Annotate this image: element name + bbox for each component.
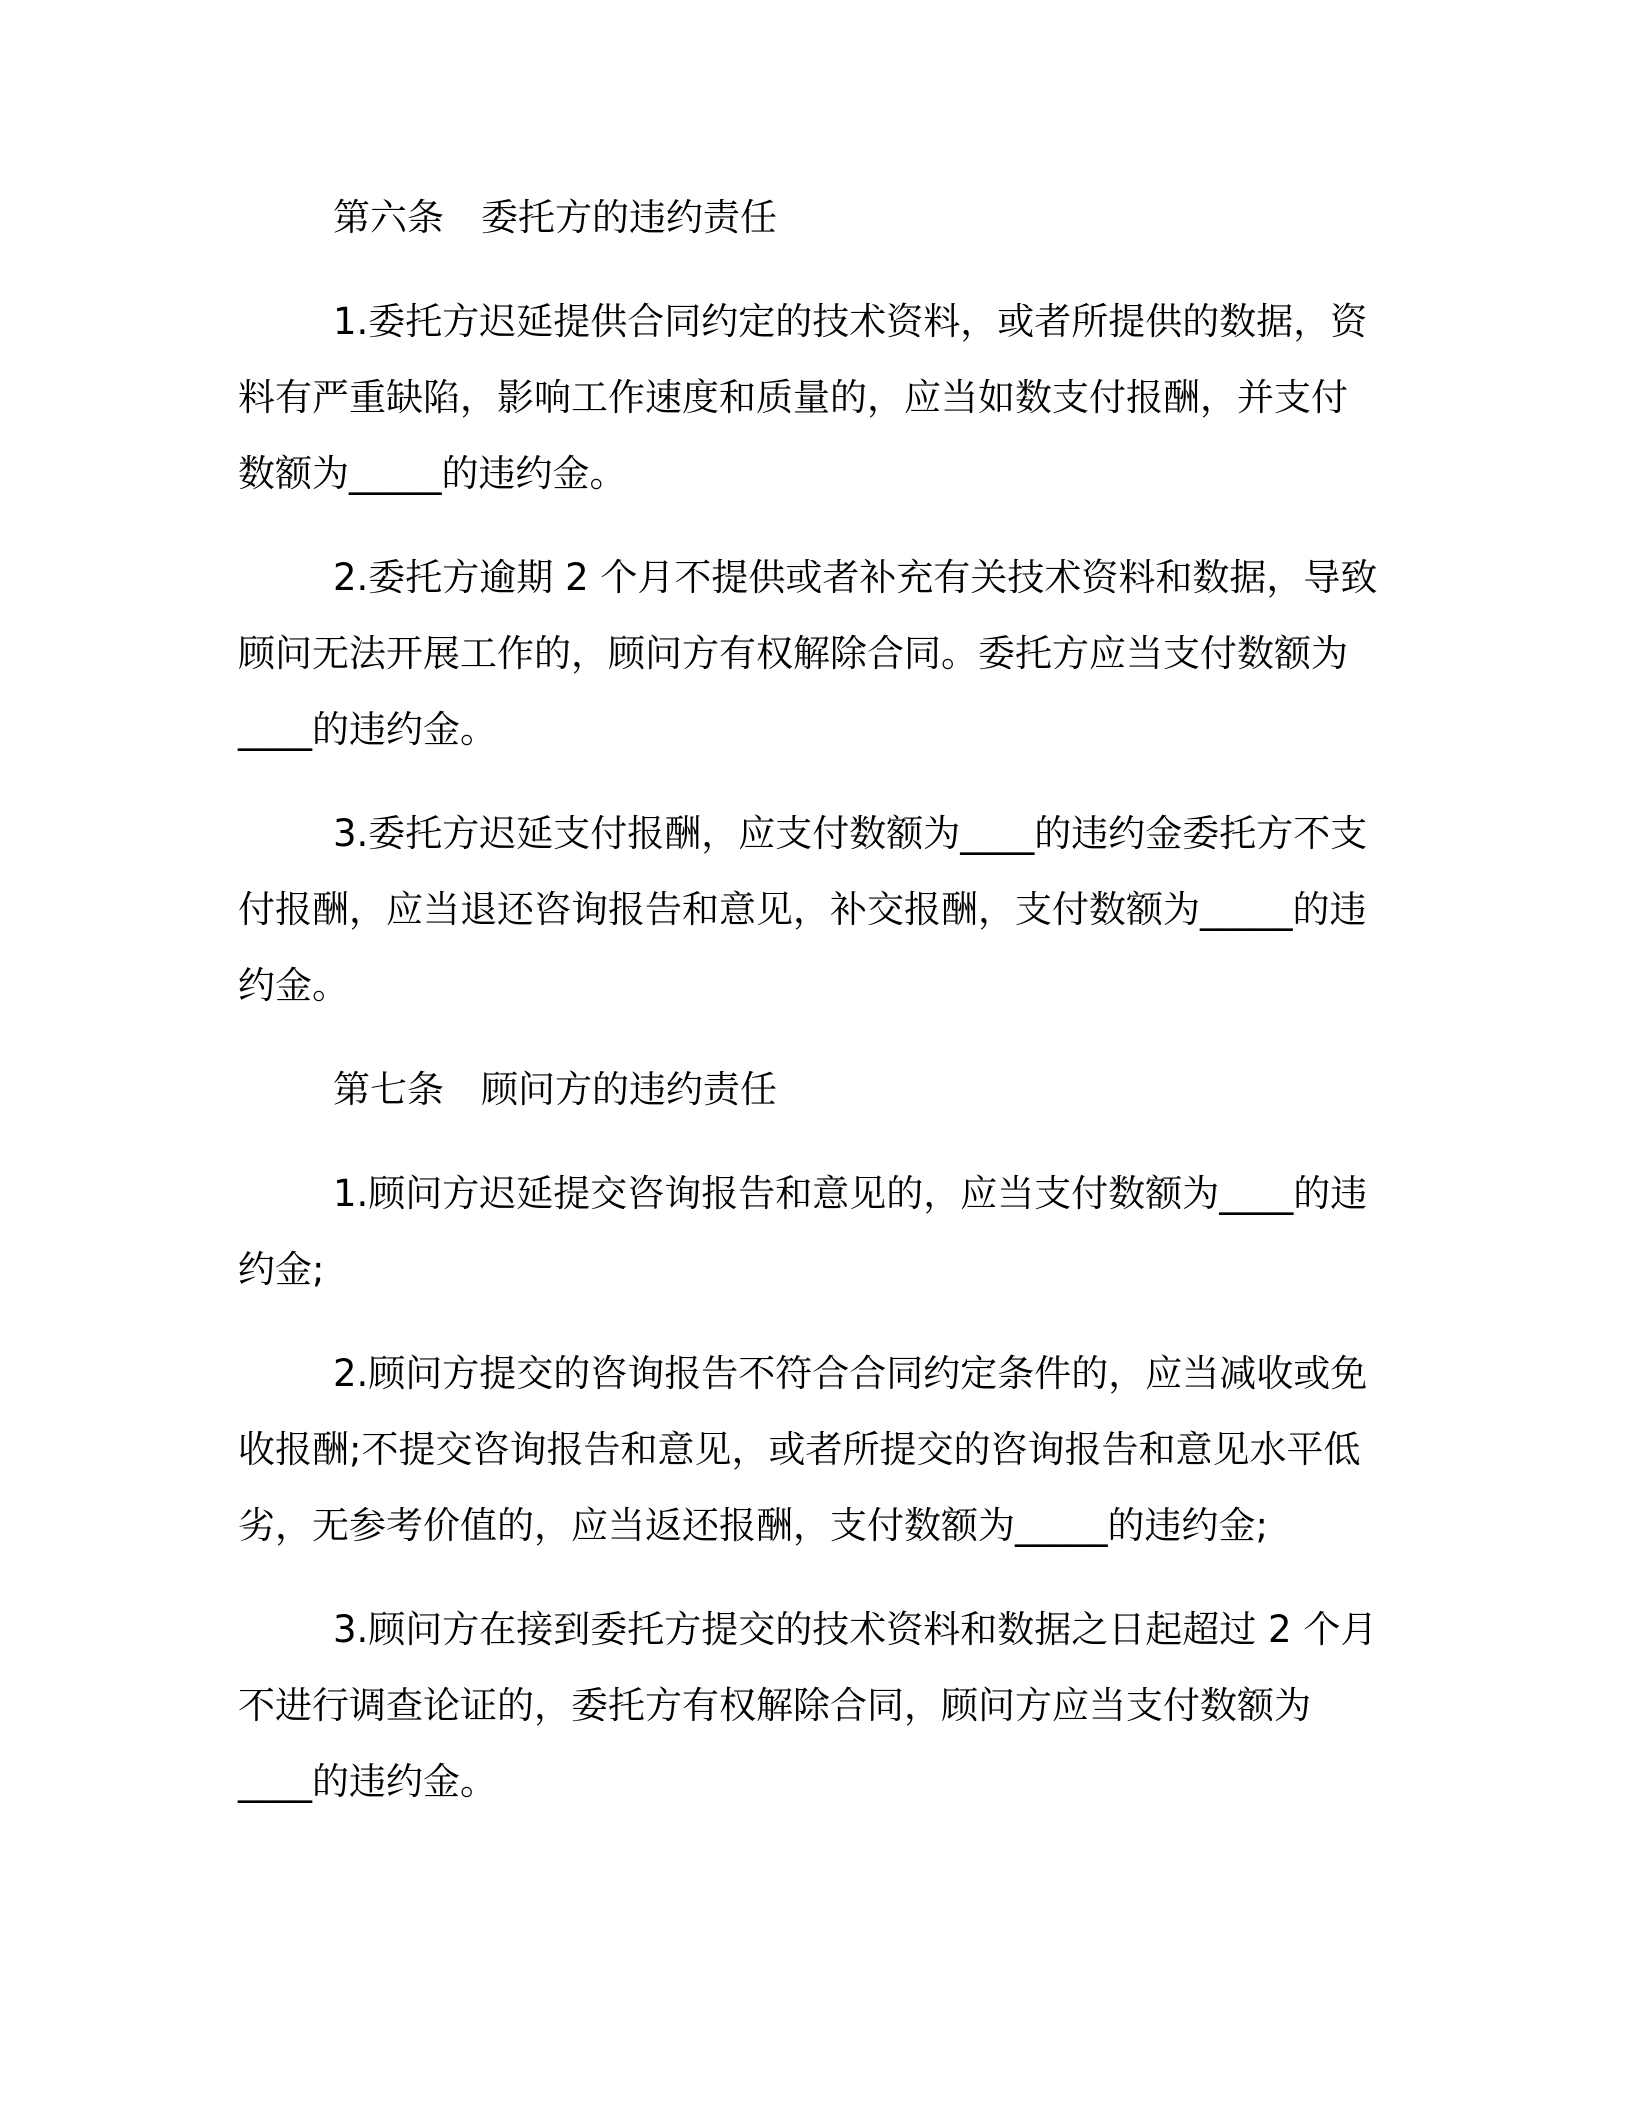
article-6-clause-1-line-2: 料有严重缺陷，影响工作速度和质量的，应当如数支付报酬，并支付 [238, 376, 1348, 419]
article-7-clause-3-line-1: 3.顾问方在接到委托方提交的技术资料和数据之日起超过 2 个月 [333, 1608, 1378, 1651]
article-6-clause-3-line-3: 约金。 [238, 964, 349, 1007]
article-7-clause-2-line-2: 收报酬;不提交咨询报告和意见，或者所提交的咨询报告和意见水平低 [238, 1428, 1361, 1471]
article-6-clause-3-line-1: 3.委托方迟延支付报酬，应支付数额为____的违约金委托方不支 [333, 812, 1368, 855]
article-7-clause-2-line-1: 2.顾问方提交的咨询报告不符合合同约定条件的，应当减收或免 [333, 1352, 1368, 1395]
article-7-clause-3-line-3: ____的违约金。 [238, 1760, 497, 1803]
article-7-clause-1-line-2: 约金; [238, 1248, 325, 1291]
article-6-clause-3-line-2: 付报酬，应当退还咨询报告和意见，补交报酬，支付数额为_____的违 [238, 888, 1367, 931]
article-6-clause-2-line-2: 顾问无法开展工作的，顾问方有权解除合同。委托方应当支付数额为 [238, 632, 1348, 675]
article-6-clause-2-line-1: 2.委托方逾期 2 个月不提供或者补充有关技术资料和数据，导致 [333, 556, 1378, 599]
article-6-clause-2-line-3: ____的违约金。 [238, 708, 497, 751]
article-7-clause-2-line-3: 劣，无参考价值的，应当返还报酬，支付数额为_____的违约金; [238, 1504, 1268, 1547]
article-7-heading: 第七条 顾问方的违约责任 [333, 1068, 777, 1111]
article-6-clause-1-line-3: 数额为_____的违约金。 [238, 452, 627, 495]
article-7-clause-3-line-2: 不进行调查论证的，委托方有权解除合同，顾问方应当支付数额为 [238, 1684, 1311, 1727]
article-6-clause-1-line-1: 1.委托方迟延提供合同约定的技术资料，或者所提供的数据，资 [333, 300, 1368, 343]
article-7-clause-1-line-1: 1.顾问方迟延提交咨询报告和意见的，应当支付数额为____的违 [333, 1172, 1368, 1215]
article-6-heading: 第六条 委托方的违约责任 [333, 196, 777, 239]
